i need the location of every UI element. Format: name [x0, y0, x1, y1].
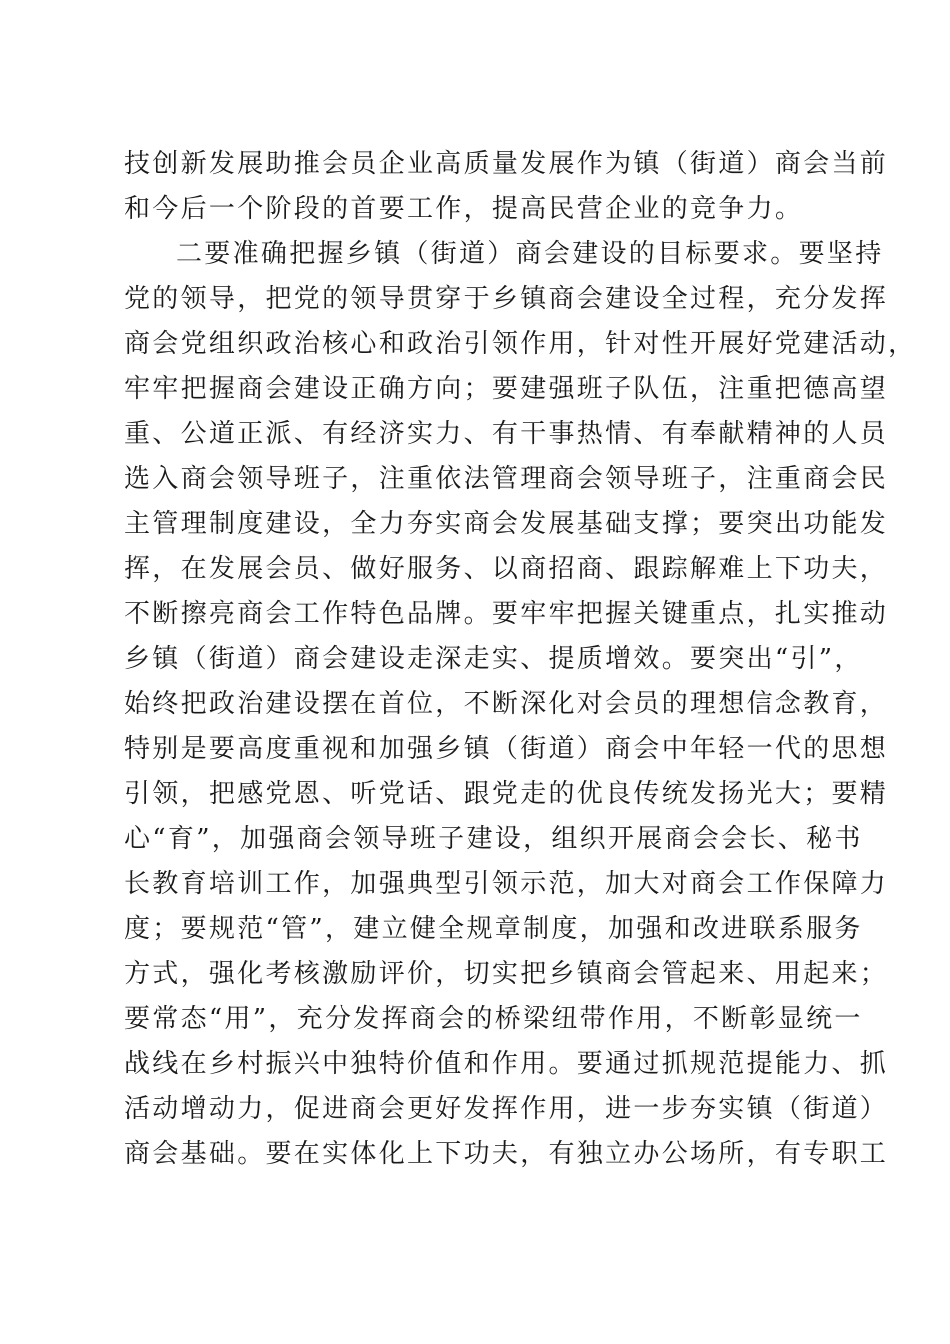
text-line: 乡镇（街道）商会建设走深走实、提质增效。要突出“引”， [124, 644, 863, 674]
paragraph-first-line: 二要准确把握乡镇（街道）商会建设的目标要求。要坚持 [176, 239, 884, 269]
text-line: 商会基础。要在实体化上下功夫，有独立办公场所，有专职工 [124, 1139, 889, 1169]
text-line: 始终把政治建设摆在首位，不断深化对会员的理想信念教育， [124, 689, 889, 719]
text-line: 牢牢把握商会建设正确方向；要建强班子队伍，注重把德高望 [124, 374, 889, 404]
text-line: 战线在乡村振兴中独特价值和作用。要通过抓规范提能力、抓 [124, 1049, 889, 1079]
text-line: 活动增动力，促进商会更好发挥作用，进一步夯实镇（街道） [124, 1094, 889, 1124]
text-line: 引领，把感党恩、听党话、跟党走的优良传统发扬光大；要精 [124, 779, 889, 809]
text-line: 和今后一个阶段的首要工作，提高民营企业的竞争力。 [124, 194, 804, 224]
text-line: 度；要规范“管”，建立健全规章制度，加强和改进联系服务 [124, 914, 863, 944]
text-line: 方式，强化考核激励评价，切实把乡镇商会管起来、用起来； [124, 959, 889, 989]
text-line: 要常态“用”，充分发挥商会的桥梁纽带作用，不断彰显统一 [124, 1004, 863, 1034]
text-line: 选入商会领导班子，注重依法管理商会领导班子，注重商会民 [124, 464, 889, 494]
text-line: 商会党组织政治核心和政治引领作用，针对性开展好党建活动， [124, 329, 917, 359]
text-line: 心“育”，加强商会领导班子建设，组织开展商会会长、秘书 [124, 824, 863, 854]
text-line: 重、公道正派、有经济实力、有干事热情、有奉献精神的人员 [124, 419, 889, 449]
text-line: 特别是要高度重视和加强乡镇（街道）商会中年轻一代的思想 [124, 734, 889, 764]
text-line: 技创新发展助推会员企业高质量发展作为镇（街道）商会当前 [124, 149, 889, 179]
document-body [124, 142, 917, 1177]
text-line: 长教育培训工作，加强典型引领示范，加大对商会工作保障力 [124, 869, 889, 899]
text-line: 不断擦亮商会工作特色品牌。要牢牢把握关键重点，扎实推动 [124, 599, 889, 629]
text-line: 挥，在发展会员、做好服务、以商招商、跟踪解难上下功夫， [124, 554, 889, 584]
text-line: 主管理制度建设，全力夯实商会发展基础支撑；要突出功能发 [124, 509, 889, 539]
text-line: 党的领导，把党的领导贯穿于乡镇商会建设全过程，充分发挥 [124, 284, 889, 314]
